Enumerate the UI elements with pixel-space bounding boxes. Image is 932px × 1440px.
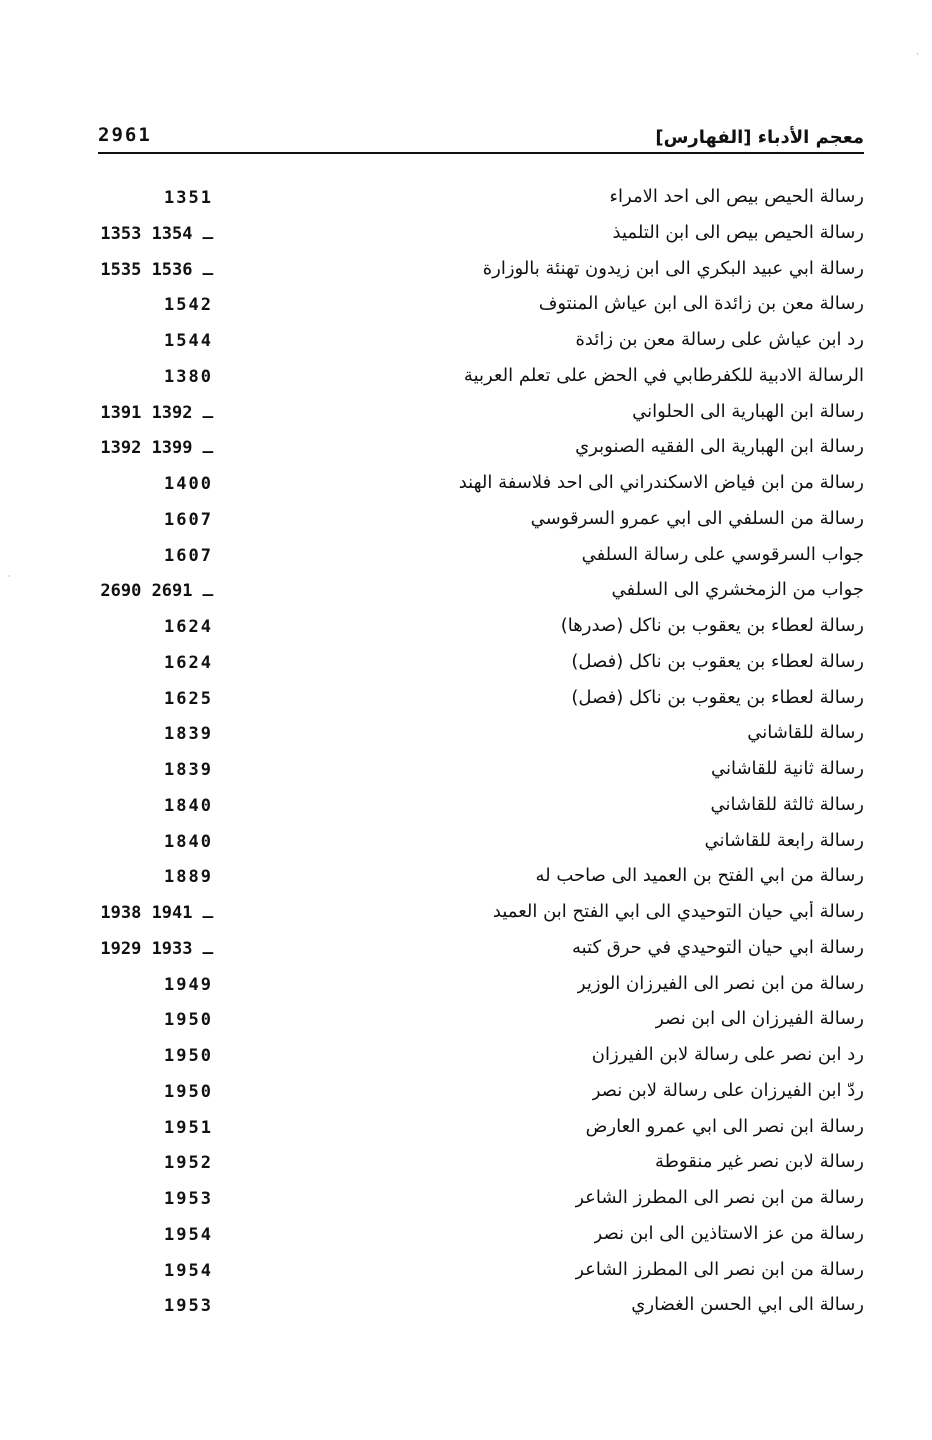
entry-pages: 1840 [164,831,213,852]
entry-label: رسالة ابن الهبارية الى الفقيه الصنوبري [575,436,864,458]
index-entry [98,1255,864,1291]
scan-speck: · [8,572,11,581]
entry-label: الرسالة الادبية للكفرطابي في الحض على تعلم العربية [463,364,864,386]
scan-speck: · [916,50,919,59]
entry-pages: 1624 [164,617,213,637]
index-entry [98,218,864,254]
entry-pages: 1542 [164,295,213,316]
entry-pages: 1953 [164,1296,213,1317]
index-entry [98,683,864,719]
index-entry [98,182,864,218]
entry-pages: 1839 [164,760,213,780]
entry-label: رسالة من ابن نصر الى المطرز الشاعر [575,1258,864,1280]
entry-label: رسالة للقاشاني [747,722,864,744]
entry-pages: 1380 [164,366,213,387]
entry-label: رسالة ثانية للقاشاني [710,758,864,779]
entry-label: رسالة ثالثة للقاشاني [710,793,864,815]
index-entry [98,647,864,683]
entry-pages: 1391 ـ 1392 [100,402,213,423]
entry-pages: 1840 [164,795,213,816]
entry-pages: 1954 [164,1224,213,1245]
entry-pages: 1624 [164,652,213,673]
index-entry [98,254,864,290]
index-entry [98,540,864,576]
index-entry [98,754,864,790]
entry-pages: 1839 [164,724,213,745]
index-entry [98,1004,864,1040]
index-entry [98,468,864,504]
entry-label: رسالة أبي حيان التوحيدي الى ابي الفتح ابن العميد [492,901,864,922]
entry-pages: 1951 [164,1117,213,1138]
entry-pages: 1938 ـ 1941 [100,903,213,923]
entry-label: رسالة من ابن نصر الى المطرز الشاعر [575,1187,864,1208]
index-entry [98,718,864,754]
entry-label: رسالة لابن نصر غير منقوطة [654,1151,864,1173]
entry-pages: 1535 ـ 1536 [100,259,213,280]
entry-label: رسالة ابن نصر الى ابي عمرو العارض [585,1115,864,1137]
index-entry [98,861,864,897]
entry-pages: 1950 [164,1046,213,1066]
entry-label: رسالة من ابي الفتح بن العميد الى صاحب له [535,865,864,887]
entry-pages: 1954 [164,1260,213,1281]
entry-label: رسالة ابي عبيد البكري الى ابن زيدون تهنئة بالوزارة [482,257,864,279]
index-entry [98,790,864,826]
index-entry [98,611,864,647]
entry-label: رسالة من ابن فياض الاسكندراني الى احد فلاسفة الهند [458,472,864,493]
entry-pages: 1400 [164,474,213,494]
page-number: 2961 [98,124,152,146]
entry-pages: 1889 [164,867,213,888]
index-entry [98,1076,864,1112]
entry-pages: 1950 [164,1010,213,1031]
entry-label: رسالة ابن الهبارية الى الحلواني [632,400,864,422]
entry-pages: 2690 ـ 2691 [100,581,213,602]
index-entry [98,1183,864,1219]
entry-label: رسالة الحيص بيص الى ابن التلميذ [612,221,864,243]
running-header [98,118,864,154]
index-entry [98,289,864,325]
index-entry [98,397,864,433]
index-entry [98,575,864,611]
index-entry [98,361,864,397]
index-entry [98,325,864,361]
index-entry [98,504,864,540]
entry-pages: 1351 [164,188,213,208]
running-title: معجم الأدباء [الفهارس] [655,127,864,148]
entry-label: جواب السرقوسي على رسالة السلفي [581,543,864,565]
entry-label: رسالة رابعة للقاشاني [704,829,864,851]
entry-label: رسالة الى ابي الحسن الغضاري [631,1294,864,1316]
index-entry [98,897,864,933]
index-list [98,182,864,1326]
entry-pages: 1392 ـ 1399 [100,438,213,459]
index-entry [98,1290,864,1326]
entry-pages: 1952 [164,1153,213,1174]
index-entry [98,1147,864,1183]
entry-pages: 1607 [164,545,213,566]
entry-label: رسالة من ابن نصر الى الفيرزان الوزير [576,972,864,994]
index-entry [98,969,864,1005]
entry-label: رد ابن عياش على رسالة معن بن زائدة [575,329,864,350]
entry-pages: 1953 [164,1189,213,1209]
entry-pages: 1950 [164,1081,213,1102]
entry-pages: 1929 ـ 1933 [100,938,213,959]
index-entry [98,1112,864,1148]
entry-pages: 1625 [164,688,213,709]
entry-label: جواب من الزمخشري الى السلفي [611,579,864,601]
entry-pages: 1607 [164,509,213,530]
entry-pages: 1949 [164,974,213,995]
entry-pages: 1544 [164,331,213,351]
entry-label: رسالة لعطاء بن يعقوب بن ناكل (فصل) [571,686,864,708]
entry-label: ردّ ابن الفيرزان على رسالة لابن نصر [591,1079,864,1101]
entry-label: رسالة الحيص بيص الى احد الامراء [609,186,864,207]
index-entry [98,933,864,969]
entry-label: رسالة من عز الاستاذين الى ابن نصر [593,1222,864,1244]
entry-label: رسالة الفيرزان الى ابن نصر [655,1008,864,1030]
entry-label: رسالة معن بن زائدة الى ابن عياش المنتوف [538,293,864,315]
entry-pages: 1353 ـ 1354 [100,223,213,244]
entry-label: رسالة ابي حيان التوحيدي في حرق كتبه [571,936,864,958]
index-entry [98,432,864,468]
entry-label: رسالة من السلفي الى ابي عمرو السرقوسي [530,507,864,529]
index-entry [98,1219,864,1255]
entry-label: رسالة لعطاء بن يعقوب بن ناكل (صدرها) [560,615,864,636]
index-entry [98,826,864,862]
entry-label: رسالة لعطاء بن يعقوب بن ناكل (فصل) [571,650,864,672]
entry-label: رد ابن نصر على رسالة لابن الفيرزان [591,1044,864,1065]
index-entry [98,1040,864,1076]
